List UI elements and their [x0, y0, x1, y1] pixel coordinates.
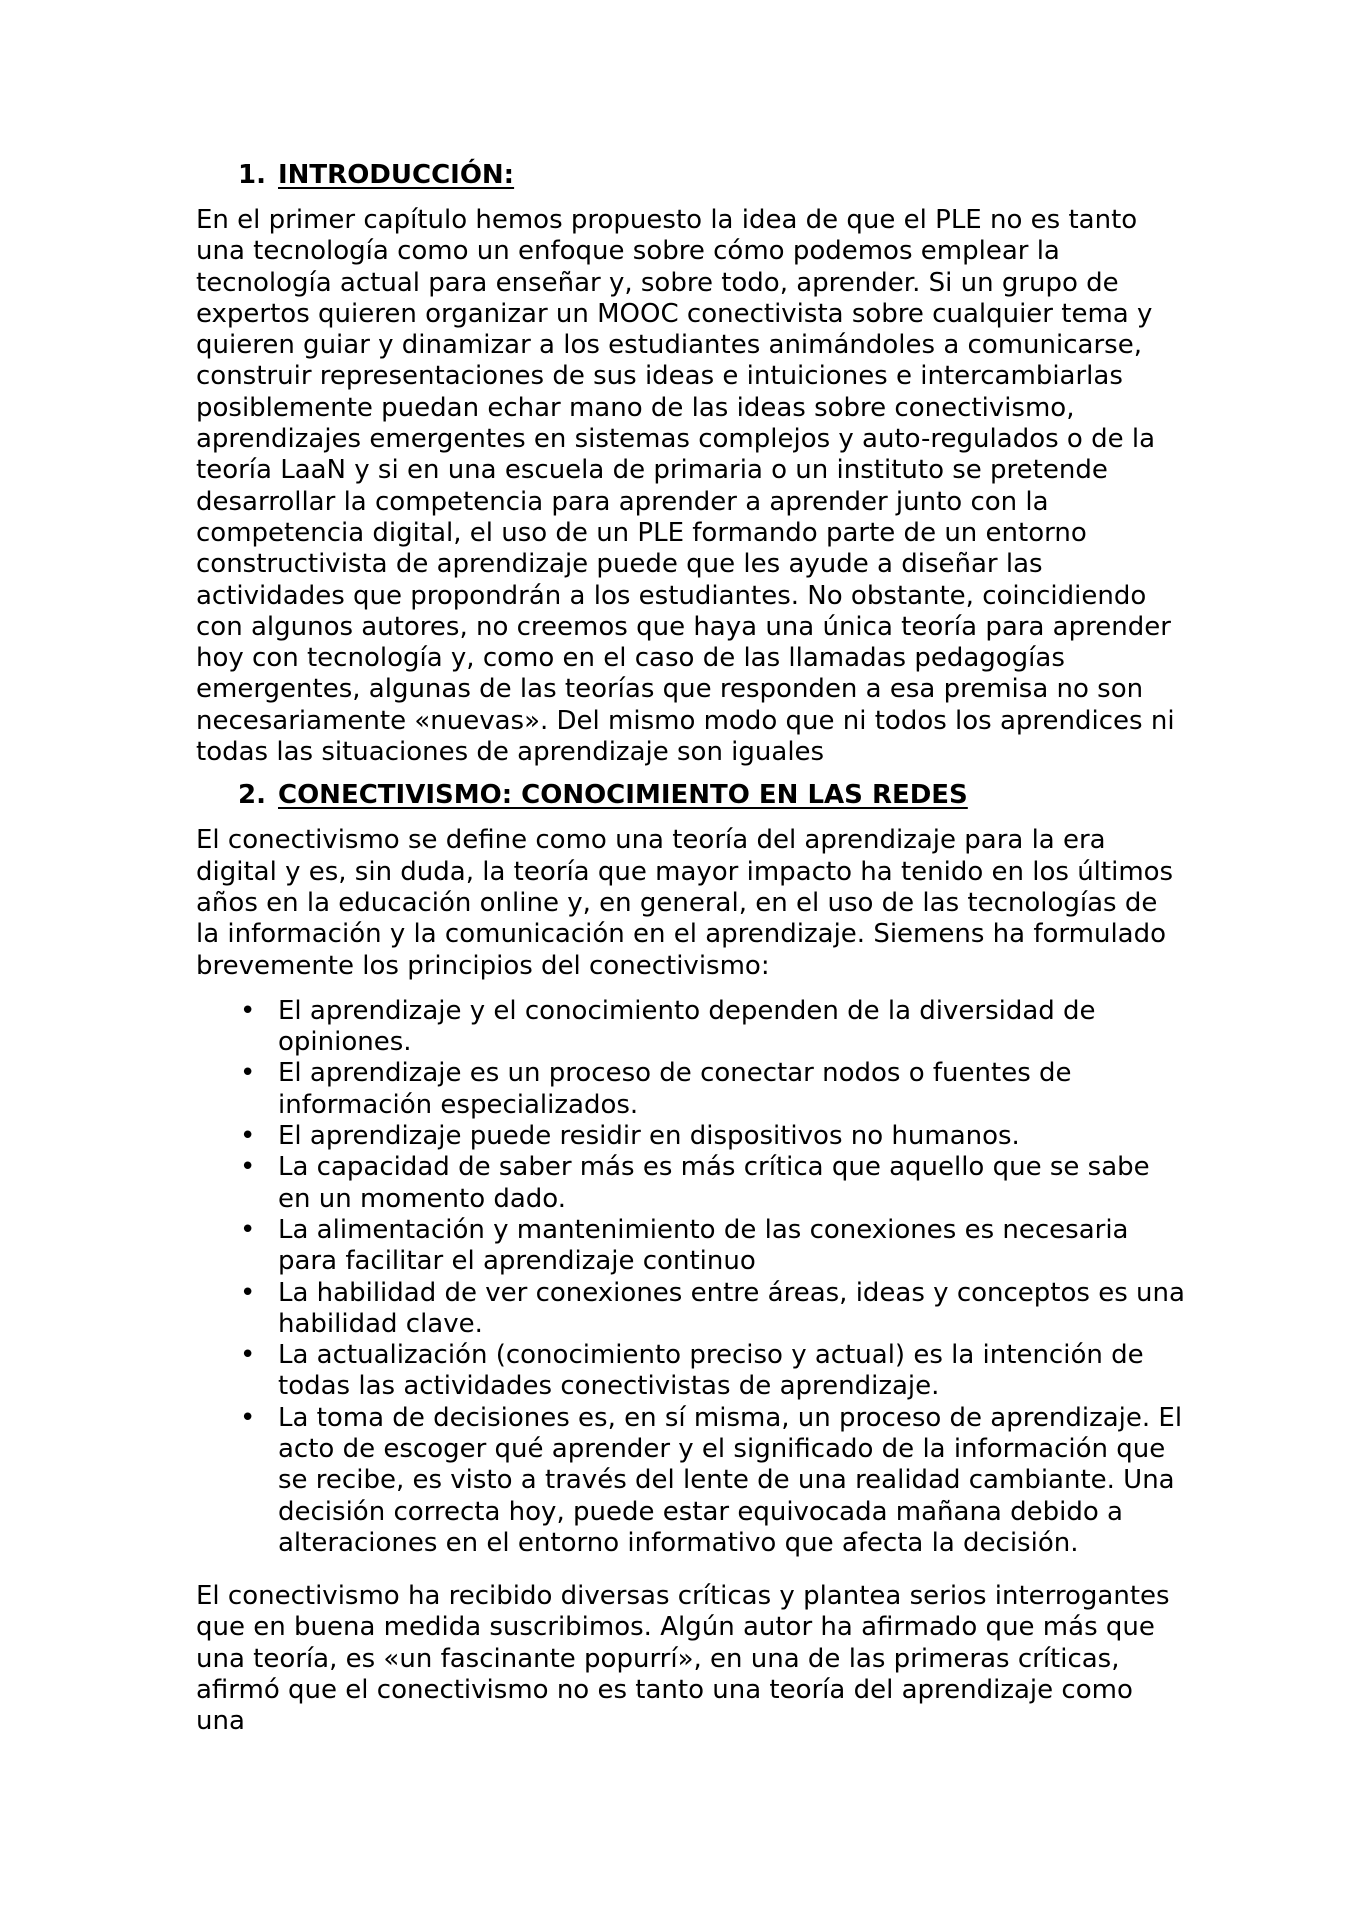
section-title: CONECTIVISMO: CONOCIMIENTO EN LAS REDES — [278, 780, 968, 811]
section-heading-conectivismo — [238, 780, 1186, 811]
bullet-icon: • — [240, 1152, 256, 1183]
list-item-text: El aprendizaje es un proceso de conectar nodos o fuentes de información especializados. — [278, 1058, 1072, 1120]
list-item — [196, 1278, 1186, 1341]
list-item-text: La habilidad de ver conexiones entre áreas, ideas y conceptos es una habilidad clave. — [278, 1277, 1185, 1339]
list-item-text: El aprendizaje puede residir en dispositivos no humanos. — [278, 1121, 1020, 1152]
section-number: 2. — [238, 780, 266, 811]
bullet-icon: • — [240, 1277, 256, 1308]
document-page — [196, 160, 1186, 1750]
bullet-icon: • — [240, 1214, 256, 1245]
list-item-text: La capacidad de saber más es más crítica que aquello que se sabe en un momento dado. — [278, 1152, 1150, 1214]
list-item-text: La toma de decisiones es, en sí misma, un proceso de aprendizaje. El acto de escoger qué aprender y el significado de la información que se recibe, es visto a través del lente de una realidad cambiante. Una decisión correcta hoy, puede estar equivocada mañana debido a alteraciones en el entorno informativo que afecta la decisión. — [278, 1402, 1183, 1558]
bullet-icon: • — [240, 1340, 256, 1371]
bullet-icon: • — [240, 1058, 256, 1089]
intro-paragraph: En el primer capítulo hemos propuesto la idea de que el PLE no es tanto una tecnología como un enfoque sobre cómo podemos emplear la tecnología actual para enseñar y, sobre todo, aprender. Si un grupo de expertos quieren organizar un MOOC conectivista sobre cualquier tema y quieren guiar y dinamizar a los estudiantes animándoles a comunicarse, construir representaciones de sus ideas e intuiciones e intercambiarlas posiblemente puedan echar mano de las ideas sobre conectivismo, aprendizajes emergentes en sistemas complejos y auto-regulados o de la teoría LaaN y si en una escuela de primaria o un instituto se pretende desarrollar la competencia para aprender a aprender junto con la competencia digital, el uso de un PLE formando parte de un entorno constructivista de aprendizaje puede que les ayude a diseñar las actividades que propondrán a los estudiantes. No obstante, coincidiendo con algunos autores, no creemos que haya una única teoría para aprender hoy con tecnología y, como en el caso de las llamadas pedagogías emergentes, algunas de las teorías que responden a esa premisa no son necesariamente «nuevas». Del mismo modo que ni todos los aprendices ni todas las situaciones de aprendizaje son iguales — [196, 205, 1175, 768]
list-item — [196, 996, 1186, 1059]
list-item-text: La actualización (conocimiento preciso y actual) es la intención de todas las actividades conectivistas de aprendizaje. — [278, 1340, 1144, 1402]
section-title: INTRODUCCIÓN: — [278, 160, 515, 190]
list-item — [196, 1121, 1186, 1152]
principles-list — [196, 996, 1186, 1559]
list-item — [196, 1215, 1186, 1278]
section-heading-introduccion — [238, 160, 1186, 191]
list-item — [196, 1403, 1186, 1559]
list-item-text: El aprendizaje y el conocimiento dependen de la diversidad de opiniones. — [278, 995, 1096, 1058]
list-item-text: La alimentación y mantenimiento de las conexiones es necesaria para facilitar el aprendizaje continuo — [278, 1214, 1129, 1277]
conectivismo-paragraph: El conectivismo se define como una teoría del aprendizaje para la era digital y es, sin duda, la teoría que mayor impacto ha tenido en los últimos años en la educación online y, en general, en el uso de las tecnologías de la información y la comunicación en el aprendizaje. Siemens ha formulado brevemente los principios del conectivismo: — [196, 825, 1174, 981]
closing-paragraph: El conectivismo ha recibido diversas críticas y plantea serios interrogantes que en buena medida suscribimos. Algún autor ha afirmado que más que una teoría, es «un fascinante popurrí», en una de las primeras críticas, afirmó que el conectivismo no es tanto una teoría del aprendizaje como una — [196, 1581, 1170, 1737]
bullet-icon: • — [240, 1121, 256, 1152]
list-item — [196, 1058, 1186, 1121]
bullet-icon: • — [240, 995, 256, 1026]
list-item — [196, 1340, 1186, 1403]
bullet-icon: • — [240, 1402, 256, 1433]
section-number: 1. — [238, 160, 266, 190]
list-item — [196, 1152, 1186, 1215]
